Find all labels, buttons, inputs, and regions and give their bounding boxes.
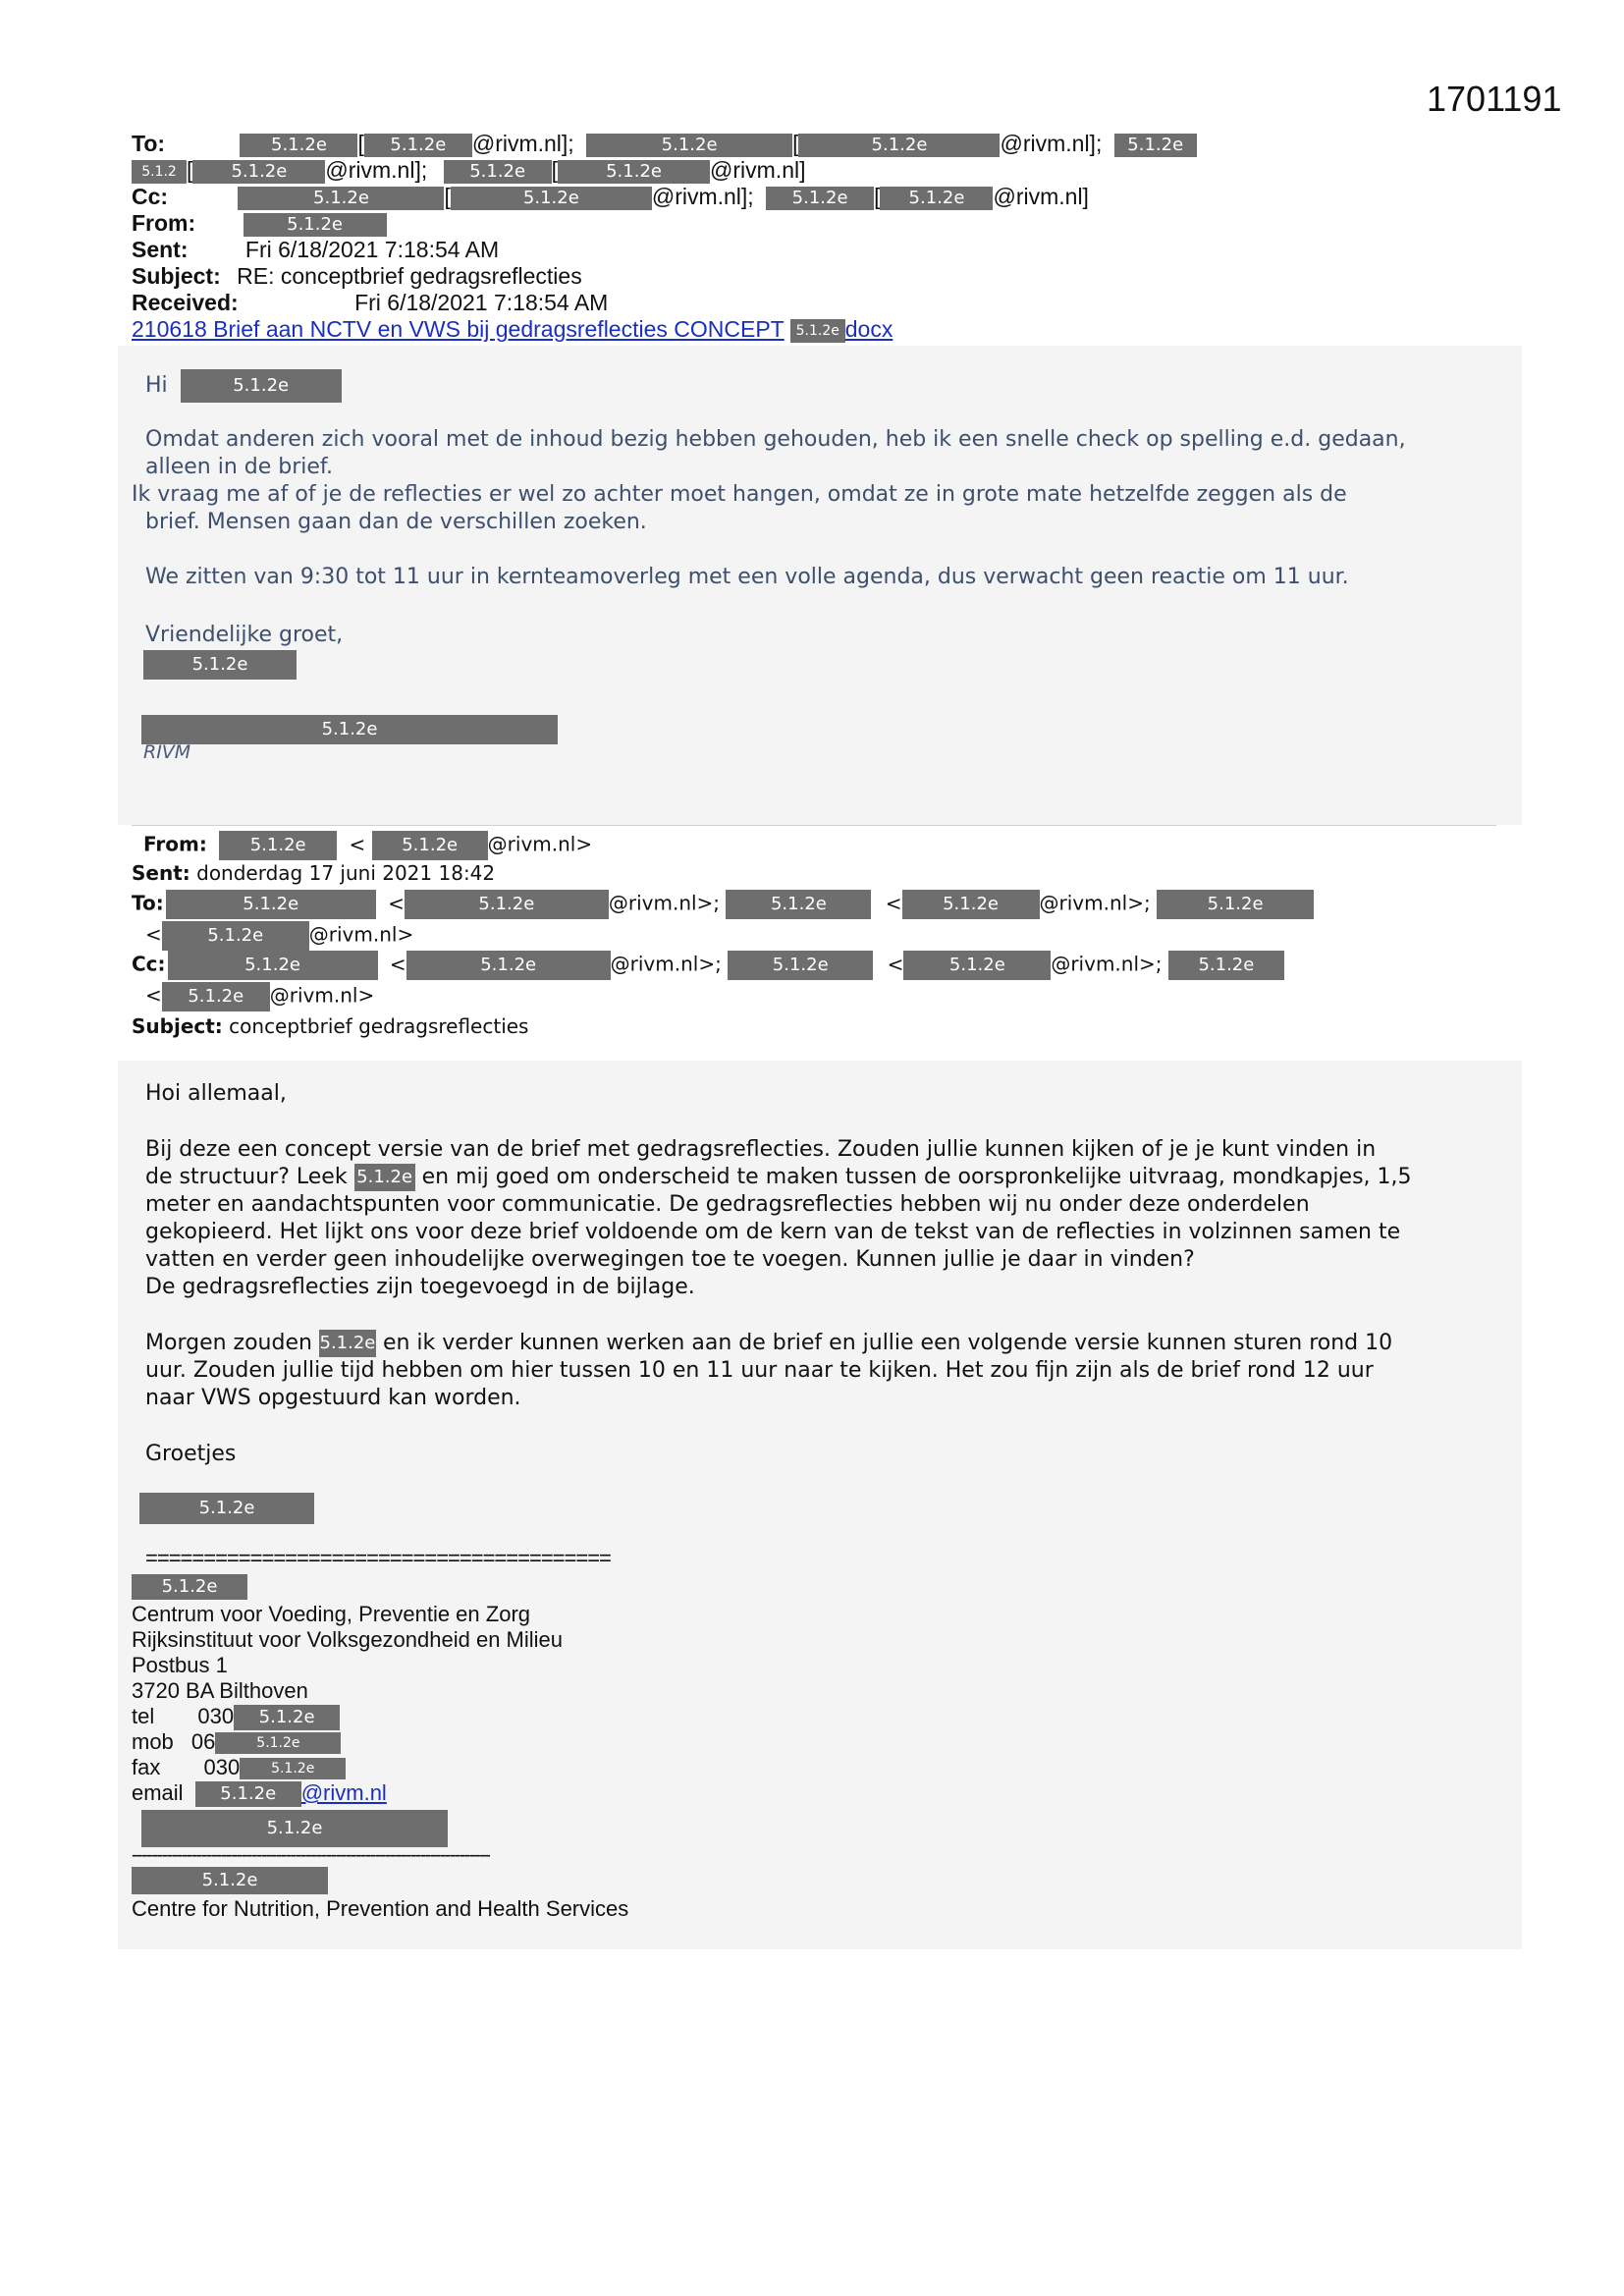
email-domain: @rivm.nl] bbox=[993, 184, 1089, 209]
email1-received-line bbox=[132, 290, 608, 316]
attachment-link-text[interactable]: 210618 Brief aan NCTV en VWS bij gedragsreflecties CONCEPT bbox=[132, 316, 785, 342]
cc-label: Cc: bbox=[132, 952, 166, 976]
email1-paragraph-3: We zitten van 9:30 tot 11 uur in kernteamoverleg met een volle agenda, dus verwacht geen reactie om 11 uur. bbox=[145, 565, 1349, 589]
attachment-link[interactable] bbox=[132, 316, 893, 343]
address-sep: @rivm.nl>; bbox=[1051, 952, 1163, 976]
email2-body-line9: naar VWS opgestuurd kan worden. bbox=[145, 1386, 521, 1410]
subject-label: Subject: bbox=[132, 263, 221, 289]
redaction: 5.1.2e bbox=[790, 319, 845, 343]
email1-subject-line bbox=[132, 263, 582, 290]
email2-to-line2 bbox=[145, 921, 413, 951]
address-sep: @rivm.nl>; bbox=[1039, 891, 1151, 915]
redaction: 5.1.2e bbox=[168, 951, 378, 980]
text: en mij goed om onderscheid te maken tussen de oorspronkelijke uitvraag, mondkapjes, 1,5 bbox=[421, 1165, 1412, 1189]
redaction: 5.1.2e bbox=[1114, 134, 1197, 157]
email1-org: RIVM bbox=[143, 741, 191, 763]
bracket: [ bbox=[551, 157, 559, 183]
redaction: 5.1.2e bbox=[234, 1705, 340, 1730]
redaction: 5.1.2e bbox=[364, 134, 472, 157]
mob-prefix: 06 bbox=[190, 1729, 216, 1754]
email1-from-line bbox=[132, 210, 387, 237]
redaction: 5.1.2e bbox=[728, 951, 873, 980]
lt: < bbox=[145, 983, 162, 1008]
email2-body-line4: gekopieerd. Het lijkt ons voor deze brief voldoende om de kern van de tekst van de reflecties in volzinnen samen te bbox=[145, 1220, 1401, 1244]
lt: < bbox=[885, 891, 902, 915]
redaction: 5.1.2e bbox=[195, 1781, 301, 1807]
signature-centre-en: Centre for Nutrition, Prevention and Health Services bbox=[132, 1896, 629, 1921]
redaction: 5.1.2e bbox=[240, 134, 357, 157]
redaction: 5.1.2e bbox=[354, 1164, 415, 1191]
email2-cc-line2 bbox=[145, 982, 374, 1011]
email-separator bbox=[132, 825, 1496, 826]
email1-paragraph-1a: Omdat anderen zich vooral met de inhoud bezig hebben gehouden, heb ik een snelle check op spelling e.d. gedaan, bbox=[145, 427, 1406, 452]
from-label: From: bbox=[143, 832, 207, 856]
redaction: 5.1.2e bbox=[726, 890, 871, 919]
signature-postbus: Postbus 1 bbox=[132, 1653, 228, 1677]
redaction: 5.1.2e bbox=[141, 715, 558, 744]
redaction: 5.1.2e bbox=[319, 1330, 376, 1357]
email2-cc-line1 bbox=[132, 951, 1284, 980]
signature-email-link[interactable]: @rivm.nl bbox=[300, 1780, 387, 1805]
mob-label: mob bbox=[132, 1729, 174, 1754]
received-value: Fri 6/18/2021 7:18:54 AM bbox=[354, 290, 609, 315]
tel-label: tel bbox=[132, 1704, 155, 1728]
sent-value: donderdag 17 juni 2021 18:42 bbox=[196, 861, 496, 885]
redaction: 5.1.2e bbox=[215, 1732, 341, 1754]
signature-fax bbox=[132, 1755, 346, 1780]
redaction: 5.1.2e bbox=[162, 921, 309, 951]
signature-city: 3720 BA Bilthoven bbox=[132, 1678, 308, 1703]
subject-value: RE: conceptbrief gedragsreflecties bbox=[237, 263, 582, 289]
redaction: 5.1.2e bbox=[132, 1574, 247, 1600]
document-number: 1701191 bbox=[1427, 79, 1562, 119]
email-label: email bbox=[132, 1780, 184, 1805]
received-label: Received: bbox=[132, 290, 239, 315]
cc-label: Cc: bbox=[132, 184, 169, 209]
redaction: 5.1.2e bbox=[139, 1493, 314, 1524]
signature-tel bbox=[132, 1704, 340, 1730]
redaction: 5.1.2e bbox=[902, 890, 1040, 919]
redaction: 5.1.2e bbox=[558, 160, 710, 184]
redaction: 5.1.2 bbox=[132, 160, 187, 184]
sent-label: Sent: bbox=[132, 861, 190, 885]
email2-greeting: Hoi allemaal, bbox=[145, 1081, 287, 1106]
email1-greeting bbox=[145, 369, 342, 403]
address-sep: @rivm.nl>; bbox=[608, 891, 721, 915]
lt: < bbox=[389, 952, 406, 976]
signature-mob bbox=[132, 1729, 341, 1755]
email-domain: @rivm.nl]; bbox=[325, 157, 428, 183]
bracket: [ bbox=[444, 184, 451, 209]
redaction: 5.1.2e bbox=[798, 134, 1000, 157]
email2-closing: Groetjes bbox=[145, 1442, 237, 1466]
to-label: To: bbox=[132, 891, 164, 915]
email2-body-line6: De gedragsreflecties zijn toegevoegd in de bijlage. bbox=[145, 1275, 695, 1299]
email1-paragraph-2a: Ik vraag me af of je de reflecties er wel zo achter moet hangen, omdat ze in grote mate hetzelfde zeggen als de bbox=[132, 482, 1347, 507]
email1-paragraph-1b: alleen in de brief. bbox=[145, 455, 334, 479]
email1-signature-title bbox=[141, 715, 558, 744]
subject-label: Subject: bbox=[132, 1014, 223, 1038]
email1-to-line2 bbox=[132, 157, 806, 184]
redaction: 5.1.2e bbox=[880, 187, 993, 210]
redaction: 5.1.2e bbox=[143, 650, 297, 680]
text: en ik verder kunnen werken aan de brief en jullie een volgende versie kunnen sturen rond 10 bbox=[382, 1331, 1393, 1355]
signature-redacted-name-en bbox=[132, 1867, 328, 1894]
bracket: [ bbox=[187, 157, 193, 183]
signature-divider: ======================================== bbox=[145, 1546, 611, 1570]
email2-from-line bbox=[143, 831, 592, 860]
redaction: 5.1.2e bbox=[405, 890, 609, 919]
redaction: 5.1.2e bbox=[586, 134, 792, 157]
email2-body-line5: vatten en verder geen inhoudelijke overwegingen toe te voegen. Kunnen jullie je daar in vinden? bbox=[145, 1247, 1195, 1272]
fax-prefix: 030 bbox=[203, 1755, 241, 1779]
redaction: 5.1.2e bbox=[238, 187, 444, 210]
bracket: [ bbox=[357, 131, 364, 156]
redaction: 5.1.2e bbox=[766, 187, 874, 210]
sent-value: Fri 6/18/2021 7:18:54 AM bbox=[244, 237, 500, 262]
redaction: 5.1.2e bbox=[166, 890, 376, 919]
address-end: @rivm.nl> bbox=[487, 832, 593, 856]
redaction: 5.1.2e bbox=[219, 831, 337, 860]
text: Morgen zouden bbox=[145, 1331, 312, 1355]
bracket: [ bbox=[874, 184, 881, 209]
email1-signature-name bbox=[143, 650, 297, 680]
redaction: 5.1.2e bbox=[192, 160, 325, 184]
email2-body-line2 bbox=[145, 1164, 1412, 1191]
redaction: 5.1.2e bbox=[444, 160, 552, 184]
from-label: From: bbox=[132, 210, 196, 236]
email1-sent-line bbox=[132, 237, 499, 263]
email2-body-line8: uur. Zouden jullie tijd hebben om hier tussen 10 en 11 uur naar te kijken. Het zou fijn zijn als de brief rond 12 uur bbox=[145, 1358, 1374, 1383]
bracket: [ bbox=[792, 131, 799, 156]
email1-closing: Vriendelijke groet, bbox=[145, 623, 344, 647]
greeting-text: Hi bbox=[145, 373, 168, 398]
redaction: 5.1.2e bbox=[372, 831, 488, 860]
signature-redacted-name bbox=[132, 1574, 247, 1600]
email-domain: @rivm.nl] bbox=[710, 157, 806, 183]
attachment-link-ext[interactable]: docx bbox=[844, 316, 893, 342]
email2-body-line3: meter en aandachtspunten voor communicatie. De gedragsreflecties hebben wij nu onder deze onderdelen bbox=[145, 1192, 1310, 1217]
redaction: 5.1.2e bbox=[903, 951, 1051, 980]
redaction: 5.1.2e bbox=[132, 1867, 328, 1894]
redaction: 5.1.2e bbox=[1168, 951, 1284, 980]
email2-sent-line bbox=[132, 860, 495, 886]
lt: < bbox=[388, 891, 405, 915]
redaction: 5.1.2e bbox=[141, 1810, 448, 1847]
email1-cc-line bbox=[132, 184, 1089, 210]
lt: < bbox=[145, 922, 162, 947]
email1-to-line1 bbox=[132, 131, 1197, 157]
email-domain: @rivm.nl]; bbox=[1000, 131, 1103, 156]
address-end: @rivm.nl> bbox=[308, 922, 414, 947]
to-label: To: bbox=[132, 131, 166, 156]
redaction: 5.1.2e bbox=[181, 369, 342, 403]
email2-body-line1: Bij deze een concept versie van de brief met gedragsreflecties. Zouden jullie kunnen kijken of je je kunt vinden in bbox=[145, 1137, 1377, 1162]
redaction: 5.1.2e bbox=[1157, 890, 1314, 919]
redaction: 5.1.2e bbox=[406, 951, 611, 980]
email2-to-line1 bbox=[132, 890, 1314, 919]
redaction: 5.1.2e bbox=[162, 982, 270, 1011]
email1-paragraph-2b: brief. Mensen gaan dan de verschillen zoeken. bbox=[145, 510, 647, 534]
email2-subject-line bbox=[132, 1013, 528, 1039]
redaction: 5.1.2e bbox=[244, 213, 387, 237]
redaction: 5.1.2e bbox=[240, 1758, 346, 1779]
signature-email bbox=[132, 1780, 387, 1807]
redaction: 5.1.2e bbox=[451, 187, 652, 210]
tel-prefix: 030 bbox=[197, 1704, 235, 1728]
signature-dash-line: ------------------------------------------------------------------------ bbox=[132, 1844, 490, 1866]
address-sep: @rivm.nl>; bbox=[610, 952, 722, 976]
email2-signature-name bbox=[139, 1493, 314, 1524]
email-domain: @rivm.nl]; bbox=[471, 131, 574, 156]
signature-institute: Rijksinstituut voor Volksgezondheid en Milieu bbox=[132, 1627, 564, 1652]
sent-label: Sent: bbox=[132, 237, 189, 262]
address-end: @rivm.nl> bbox=[269, 983, 375, 1008]
fax-label: fax bbox=[132, 1755, 161, 1779]
email-domain: @rivm.nl]; bbox=[651, 184, 754, 209]
subject-value: conceptbrief gedragsreflecties bbox=[229, 1014, 529, 1038]
signature-centre: Centrum voor Voeding, Preventie en Zorg bbox=[132, 1602, 531, 1626]
text: de structuur? Leek bbox=[145, 1165, 348, 1189]
lt: < bbox=[349, 832, 366, 856]
lt: < bbox=[887, 952, 904, 976]
email2-body-line7 bbox=[145, 1330, 1392, 1357]
